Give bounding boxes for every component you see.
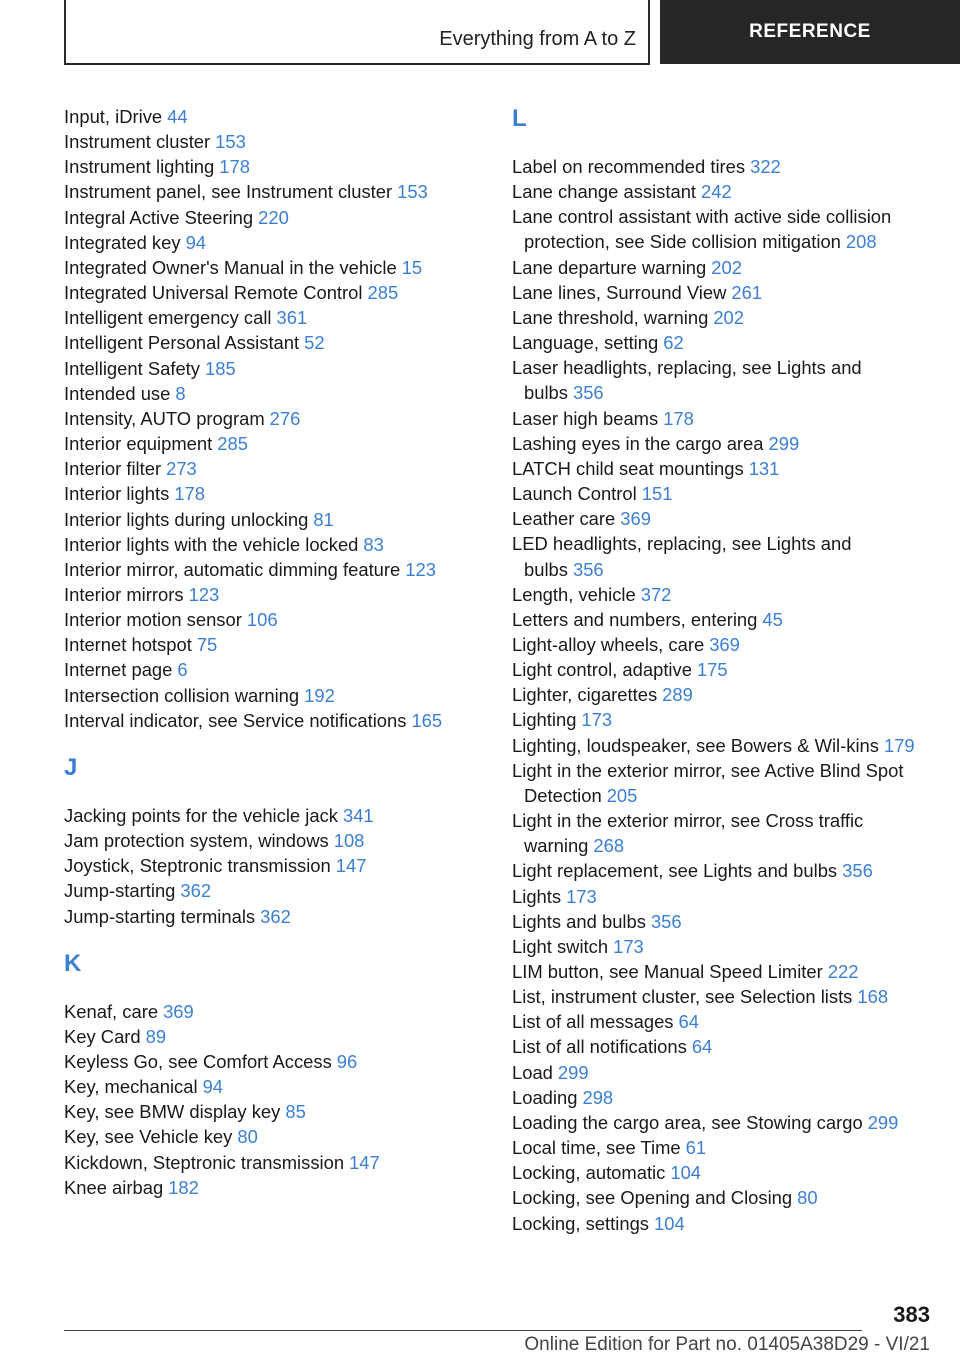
index-entry-term: Lighting (512, 709, 577, 731)
index-entry (512, 909, 932, 934)
index-column-right (512, 104, 932, 1236)
index-entry (64, 708, 474, 733)
index-entry (64, 456, 474, 481)
index-entry (64, 657, 474, 682)
index-entry-term: Jam protection system, windows (64, 830, 329, 852)
index-entry-term: Interior motion sensor (64, 609, 242, 631)
index-entry-term: Interior mirror, automatic dimming feature (64, 558, 401, 580)
index-entry (512, 858, 932, 883)
page-reference-link[interactable]: 362 (180, 880, 212, 902)
index-entry (512, 1110, 932, 1135)
index-entry-term: Interior lights during unlocking (64, 508, 309, 530)
index-entry (512, 531, 932, 581)
index-entry-term: Local time, see Time (512, 1137, 681, 1159)
index-entry-term: Light switch (512, 935, 609, 957)
index-entry (64, 330, 474, 355)
index-entry (512, 657, 932, 682)
index-entry-term: Integrated Owner's Manual in the vehicle (64, 256, 397, 278)
page-reference-link[interactable]: 147 (335, 855, 367, 877)
index-entry (64, 878, 474, 903)
page-reference-link[interactable]: 153 (397, 181, 428, 203)
index-entry-term: Keyless Go, see Comfort Access (64, 1051, 332, 1072)
page-reference-link[interactable]: 179 (883, 734, 915, 756)
page-reference-link[interactable]: 83 (363, 533, 384, 555)
page-reference-link[interactable]: 94 (185, 231, 207, 253)
index-entry-term: Jump-starting (64, 880, 176, 902)
index-entry (64, 1074, 474, 1099)
index-entry (512, 582, 932, 607)
index-entry-term: Intensity, AUTO program (64, 407, 265, 429)
index-entry (64, 904, 474, 929)
page-reference-link[interactable]: 341 (342, 804, 374, 826)
index-entry-term: Lights (512, 885, 562, 907)
index-entry-term: Light-alloy wheels, care (512, 633, 705, 655)
index-entry (64, 255, 474, 280)
reference-tab-label: REFERENCE (749, 21, 871, 42)
index-entry (512, 632, 932, 657)
index-entry-term: Loading (512, 1086, 578, 1108)
page-reference-link[interactable]: 6 (177, 659, 188, 681)
index-entry-term: Laser high beams (512, 407, 659, 429)
index-entry-term: Locking, settings (512, 1212, 649, 1234)
reference-tab (660, 0, 960, 64)
page-reference-link[interactable]: 299 (557, 1061, 589, 1083)
footer-rule (64, 1330, 862, 1331)
index-entry-term: Intelligent Personal Assistant (64, 332, 300, 354)
index-entry-term: Lane departure warning (512, 256, 707, 278)
index-entry (64, 406, 474, 431)
page-reference-link[interactable]: 153 (215, 131, 246, 153)
page-reference-link[interactable]: 298 (582, 1086, 614, 1108)
index-entry-term: Key, mechanical (64, 1076, 198, 1098)
page-reference-link[interactable]: 52 (304, 332, 325, 354)
section-gap (64, 929, 474, 949)
page-reference-link[interactable]: 299 (768, 432, 800, 454)
index-entry (64, 683, 474, 708)
index-entry-term: LIM button, see Manual Speed Limiter (512, 961, 823, 982)
index-entry-term: Joystick, Steptronic transmission (64, 855, 331, 877)
index-entry-term: Key Card (64, 1025, 141, 1047)
index-entry-term: Integral Active Steering (64, 206, 254, 228)
index-entry-term: Letters and numbers, entering (512, 608, 758, 630)
page-reference-link[interactable]: 104 (654, 1212, 685, 1234)
index-entry (512, 1085, 932, 1110)
index-entry (64, 356, 474, 381)
index-entry-term: Lane lines, Surround View (512, 281, 727, 303)
page-reference-link[interactable]: 289 (662, 684, 693, 706)
index-entry-term: LATCH child seat mountings (512, 457, 744, 479)
page-reference-link[interactable]: 175 (696, 659, 728, 681)
page-reference-link[interactable]: 222 (827, 961, 859, 982)
index-entry (512, 280, 932, 305)
index-entry (512, 758, 932, 808)
index-entry-term: Interior filter (64, 458, 162, 480)
index-entry-term: Intelligent emergency call (64, 307, 272, 329)
index-entry (64, 803, 474, 828)
page-reference-link[interactable]: 168 (857, 986, 889, 1008)
index-entry-term: Intersection collision warning (64, 684, 300, 706)
page-reference-link[interactable]: 123 (405, 558, 436, 580)
index-entry-term: Light control, adaptive (512, 659, 692, 681)
index-entry (512, 330, 932, 355)
page-reference-link[interactable]: 62 (663, 332, 684, 354)
page-reference-link[interactable]: 361 (276, 307, 308, 329)
index-entry-term: Interval indicator, see Service notifications (64, 709, 407, 731)
page-reference-link[interactable]: 285 (367, 282, 399, 304)
index-entry-term: Interior mirrors (64, 583, 184, 605)
index-entry-term: Lighting, loudspeaker, see Bowers & Wil-kins (512, 734, 879, 756)
page-reference-link[interactable]: 202 (713, 306, 744, 328)
page-reference-link[interactable]: 104 (670, 1162, 702, 1184)
index-entry-term: Intended use (64, 382, 171, 404)
index-entry-term: Lashing eyes in the cargo area (512, 432, 764, 454)
index-entry (512, 179, 932, 204)
index-entry-term: Instrument cluster (64, 131, 211, 153)
index-entry-term: Interior lights (64, 483, 170, 505)
index-entry-term: List of all notifications (512, 1036, 687, 1058)
index-entry (64, 230, 474, 255)
index-entry (64, 154, 474, 179)
index-entry (64, 557, 474, 582)
page-reference-link[interactable]: 369 (163, 1000, 194, 1022)
index-entry (64, 607, 474, 632)
index-entry (64, 828, 474, 853)
page-reference-link[interactable]: 372 (640, 583, 672, 605)
index-entry-term: Knee airbag (64, 1176, 164, 1198)
page-reference-link[interactable]: 356 (650, 910, 682, 932)
index-entry-term: Lane change assistant (512, 181, 697, 203)
page-reference-link[interactable]: 123 (188, 583, 220, 605)
index-entry (512, 934, 932, 959)
index-entry-term: Light replacement, see Lights and bulbs (512, 860, 838, 882)
index-entry-term: Jacking points for the vehicle jack (64, 804, 338, 826)
index-entry-term: Lighter, cigarettes (512, 684, 658, 706)
header-left-rule (64, 0, 66, 64)
index-entry (64, 179, 474, 204)
index-entry (64, 104, 474, 129)
index-entry (64, 1124, 474, 1149)
index-entry (512, 707, 932, 732)
index-entry-term: Laser headlights, replacing, see Lights and bulbs (512, 357, 862, 404)
index-entry-term: List, instrument cluster, see Selection lists (512, 986, 853, 1008)
header-bottom-rule (64, 63, 650, 65)
edition-footer: Online Edition for Part no. 01405A38D29 - VI/21 (524, 1334, 930, 1355)
page-reference-link[interactable]: 61 (685, 1137, 707, 1159)
page-reference-link[interactable]: 182 (168, 1176, 199, 1198)
page-reference-link[interactable]: 44 (167, 106, 188, 127)
index-entry (64, 280, 474, 305)
index-entry (512, 154, 932, 179)
index-entry (64, 305, 474, 330)
index-entry-term: Lane threshold, warning (512, 306, 709, 328)
index-entry (512, 355, 932, 405)
index-entry-term: Internet page (64, 659, 173, 681)
page-reference-link[interactable]: 202 (711, 256, 742, 278)
index-entry (512, 1034, 932, 1059)
index-entry (512, 607, 932, 632)
index-entry (512, 884, 932, 909)
index-entry (64, 1175, 474, 1200)
index-entry (512, 204, 932, 254)
page-number: 383 (893, 1302, 930, 1327)
index-entry-term: Locking, automatic (512, 1162, 666, 1184)
page-reference-link[interactable]: 178 (663, 407, 694, 429)
index-entry (64, 999, 474, 1024)
index-entry (512, 431, 932, 456)
section-title: Everything from A to Z (439, 28, 636, 50)
page-reference-link[interactable]: 322 (750, 156, 781, 177)
header-divider (648, 0, 650, 64)
page-reference-link[interactable]: 64 (691, 1036, 713, 1058)
index-entry (512, 733, 932, 758)
index-entry (512, 506, 932, 531)
page-reference-link[interactable]: 299 (867, 1111, 899, 1133)
index-entry (512, 808, 932, 858)
index-entry (64, 381, 474, 406)
index-entry (64, 129, 474, 154)
page-reference-link[interactable]: 173 (613, 935, 644, 957)
page-reference-link[interactable]: 131 (748, 457, 780, 479)
page-reference-link[interactable]: 369 (620, 508, 651, 530)
index-entry (512, 682, 932, 707)
index-entry-term: Intelligent Safety (64, 357, 200, 379)
index-entry (512, 984, 932, 1009)
index-entry (64, 205, 474, 230)
index-entry-term: Loading the cargo area, see Stowing cargo (512, 1111, 863, 1133)
index-entry (64, 853, 474, 878)
index-entry-term: Light in the exterior mirror, see Active Blind Spot Detection (512, 759, 904, 806)
index-entry-term: Key, see Vehicle key (64, 1126, 233, 1148)
page-reference-link[interactable]: 208 (845, 231, 877, 253)
page-reference-link[interactable]: 178 (174, 483, 205, 505)
index-entry-term: Length, vehicle (512, 583, 636, 605)
index-entry-term: Leather care (512, 508, 616, 530)
index-entry-term: LED headlights, replacing, see Lights and bulbs (512, 533, 852, 580)
index-entry-term: Integrated Universal Remote Control (64, 282, 363, 304)
page-reference-link[interactable]: 356 (572, 558, 604, 580)
page-reference-link[interactable]: 106 (246, 609, 278, 631)
page-reference-link[interactable]: 15 (401, 256, 423, 278)
index-entry-term: Kenaf, care (64, 1000, 159, 1022)
index-entry (512, 305, 932, 330)
page-reference-link[interactable]: 151 (641, 483, 673, 505)
page-reference-link[interactable]: 8 (175, 382, 186, 404)
index-entry (512, 1135, 932, 1160)
index-entry-term: Locking, see Opening and Closing (512, 1187, 793, 1209)
index-letter-heading: L (512, 105, 527, 132)
index-entry (512, 1060, 932, 1085)
index-entry (512, 456, 932, 481)
page-reference-link[interactable]: 173 (581, 709, 613, 731)
page-reference-link[interactable]: 192 (304, 684, 335, 706)
index-entry-term: Internet hotspot (64, 634, 192, 656)
index-entry (64, 1150, 474, 1175)
page-reference-link[interactable]: 80 (237, 1126, 258, 1148)
index-entry (512, 959, 932, 984)
page-reference-link[interactable]: 362 (260, 905, 291, 927)
page-reference-link[interactable]: 178 (219, 156, 250, 178)
page-reference-link[interactable]: 276 (269, 407, 301, 429)
page-reference-link[interactable]: 45 (762, 608, 783, 630)
index-entry (64, 507, 474, 532)
page-reference-link[interactable]: 165 (411, 709, 443, 731)
index-entry (64, 582, 474, 607)
page-reference-link[interactable]: 205 (606, 784, 638, 806)
page-reference-link[interactable]: 220 (258, 206, 289, 228)
index-entry (64, 1099, 474, 1124)
index-entry-term: Instrument lighting (64, 156, 215, 178)
page-reference-link[interactable]: 75 (196, 634, 218, 656)
index-entry-term: Lights and bulbs (512, 910, 646, 932)
index-entry (512, 481, 932, 506)
page-reference-link[interactable]: 268 (593, 835, 625, 857)
index-entry (64, 632, 474, 657)
index-entry (512, 1185, 932, 1210)
page-reference-link[interactable]: 94 (202, 1076, 224, 1098)
section-gap (64, 733, 474, 753)
page-reference-link[interactable]: 356 (572, 382, 604, 404)
index-entry-term: Launch Control (512, 483, 637, 505)
page-reference-link[interactable]: 369 (709, 633, 740, 655)
index-entry-term: Interior equipment (64, 433, 213, 455)
page-reference-link[interactable]: 356 (842, 860, 873, 882)
page-reference-link[interactable]: 147 (349, 1151, 380, 1173)
page-reference-link[interactable]: 81 (313, 508, 334, 530)
index-entry (512, 1160, 932, 1185)
index-entry-term: Integrated key (64, 231, 181, 253)
index-entry (512, 1009, 932, 1034)
index-entry (512, 1211, 932, 1236)
index-entry-term: Interior lights with the vehicle locked (64, 533, 359, 555)
index-entry-term: List of all messages (512, 1011, 674, 1033)
index-entry (64, 1024, 474, 1049)
index-entry-term: Key, see BMW display key (64, 1101, 281, 1123)
index-entry-term: Light in the exterior mirror, see Cross traffic warning (512, 810, 864, 857)
index-letter-heading: J (64, 753, 78, 781)
index-entry (64, 431, 474, 456)
page-reference-link[interactable]: 261 (731, 281, 763, 303)
index-column-left (64, 104, 474, 1200)
page-reference-link[interactable]: 96 (336, 1051, 358, 1072)
page-reference-link[interactable]: 242 (701, 181, 732, 203)
index-entry (64, 481, 474, 506)
index-letter-heading: K (64, 949, 82, 977)
page-reference-link[interactable]: 273 (166, 458, 197, 480)
index-entry-term: Instrument panel, see Instrument cluster (64, 181, 393, 203)
page-reference-link[interactable]: 173 (566, 885, 597, 907)
index-entry-term: Lane control assistant with active side collision protection, see Side collision mitigation (512, 206, 892, 253)
page-reference-link[interactable]: 285 (217, 433, 248, 455)
page-reference-link[interactable]: 85 (285, 1101, 306, 1123)
index-entry-term: Label on recommended tires (512, 156, 746, 177)
index-entry-term: Jump-starting terminals (64, 905, 256, 927)
page-reference-link[interactable]: 185 (204, 357, 236, 379)
index-entry-term: Kickdown, Steptronic transmission (64, 1151, 345, 1173)
index-entry (64, 1049, 474, 1074)
page-reference-link[interactable]: 89 (145, 1025, 167, 1047)
index-entry (512, 406, 932, 431)
page-reference-link[interactable]: 80 (797, 1187, 818, 1209)
index-entry-term: Input, iDrive (64, 106, 163, 127)
page-reference-link[interactable]: 64 (678, 1011, 699, 1033)
index-entry-term: Load (512, 1061, 553, 1083)
index-entry-term: Language, setting (512, 332, 659, 354)
index-entry (64, 532, 474, 557)
page-reference-link[interactable]: 108 (333, 830, 365, 852)
index-entry (512, 255, 932, 280)
